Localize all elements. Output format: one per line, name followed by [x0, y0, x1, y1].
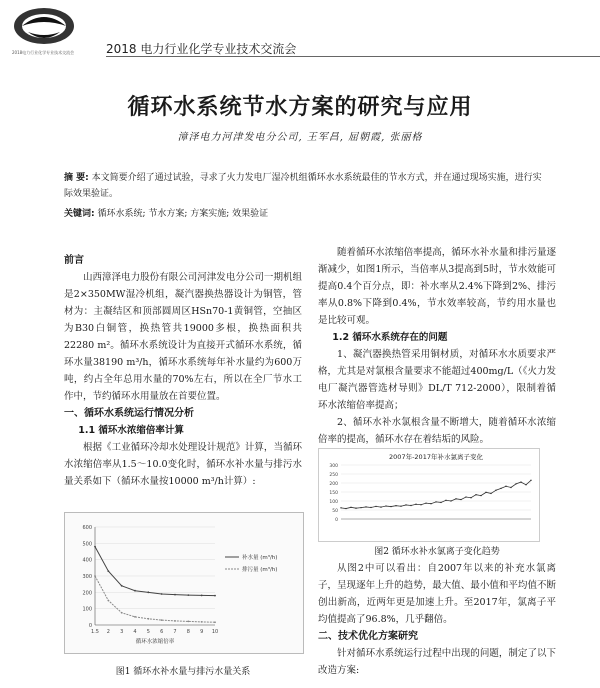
data-point — [390, 506, 391, 507]
data-point — [161, 593, 163, 595]
x-axis-label: 循环水浓缩倍率 — [135, 639, 175, 645]
y-tick-label: 50 — [332, 509, 338, 514]
left-column — [64, 252, 302, 490]
heading-section-1: 一、循环水系统运行情况分析 — [64, 408, 194, 419]
figure-1-caption: 图1 循环水补水量与排污水量关系 — [115, 667, 251, 677]
paragraph: 针对循环水系统运行过程中出现的问题，制定了以下改造方案: — [318, 648, 556, 676]
series-line — [95, 576, 215, 622]
data-point — [355, 508, 356, 509]
data-point — [174, 620, 176, 622]
data-point — [450, 500, 451, 501]
header-rule — [106, 56, 600, 57]
data-point — [480, 495, 481, 496]
logo-caption: 2018电力行业化学专业技术交流会 — [12, 50, 75, 55]
legend-label: 排污量 (m³/h) — [242, 567, 278, 573]
data-point — [375, 506, 376, 507]
series-line — [341, 480, 531, 508]
data-point — [94, 575, 96, 577]
paragraph: 随着循环水浓缩倍率提高，循环水补水量和排污量逐渐减少，如图1所示，当倍率从3提高到5时，节水效能可提高0.4个百分点，即：补水率从2.4%下降到2%、排污率从0.8%下降到0.4%，节水效率较高，节约用水量也是比较可观。 — [318, 247, 556, 326]
data-point — [445, 500, 446, 501]
data-point — [465, 496, 466, 497]
y-tick-label: 100 — [82, 606, 92, 613]
data-point — [385, 505, 386, 506]
paragraph: 山西漳泽电力股份有限公司河津发电分公司一期机组是2×350MW湿冷机组，凝汽器换热器设计为铜管，管材为：主凝结区和顶部圆周区HSn70-1黄铜管，空抽区为B30白铜管，换热管共19000多根，换热面积共22280 m²。循环水系统设计为直接开式循环水系统，循环水量38190 m³/h，循环水系统每年补水量约为600万吨，约占全年总用水量的70%左右，所以在全厂节水工作中，节约循环水用量放在首要位置。 — [64, 272, 302, 402]
y-tick-label: 100 — [329, 500, 338, 505]
keywords-text: 循环水系统; 节水方案; 方案实施; 效果验证 — [97, 209, 269, 219]
data-point — [440, 502, 441, 503]
data-point — [360, 507, 361, 508]
data-point — [147, 618, 149, 620]
x-tick-label: 10 — [211, 629, 219, 635]
paper-title: 循环水系统节水方案的研究与应用 — [127, 95, 473, 120]
data-point — [121, 612, 123, 614]
page-header — [8, 4, 592, 56]
x-tick-label: 7 — [173, 629, 177, 635]
y-tick-label: 600 — [82, 525, 92, 531]
data-point — [134, 590, 136, 592]
data-point — [174, 594, 176, 596]
chart-title: 2007年-2017年补水氯离子变化 — [389, 453, 483, 461]
chart-chloride-trend — [319, 449, 539, 541]
y-tick-label: 200 — [82, 590, 92, 597]
heading-section-2: 二、技术优化方案研究 — [318, 631, 418, 642]
data-point — [525, 484, 526, 485]
legend-label: 补水量 (m³/h) — [242, 555, 278, 561]
figure-2 — [318, 448, 540, 542]
data-point — [530, 480, 531, 481]
data-point — [515, 483, 516, 484]
data-point — [520, 481, 521, 482]
data-point — [365, 506, 366, 507]
data-point — [94, 546, 96, 548]
x-tick-label: 1.5 — [91, 629, 99, 635]
x-tick-label: 3 — [120, 629, 124, 635]
data-point — [495, 490, 496, 491]
data-point — [475, 494, 476, 495]
abstract-label: 摘 要: — [64, 173, 89, 183]
conference-logo — [8, 4, 80, 52]
paragraph: 根据《工业循环冷却水处理设计规范》计算，当循环水浓缩倍率从1.5～10.0变化时，循环水补水量与排污水量关系如下（循环水量按10000 m³/h计算）: — [64, 442, 302, 487]
data-point — [400, 506, 401, 507]
y-tick-label: 150 — [329, 491, 338, 496]
data-point — [107, 570, 109, 572]
data-point — [201, 595, 203, 597]
data-point — [121, 585, 123, 587]
x-tick-label: 4 — [133, 629, 137, 635]
data-point — [490, 493, 491, 494]
data-point — [505, 486, 506, 487]
x-tick-label: 9 — [200, 629, 204, 635]
x-tick-label: 6 — [160, 629, 164, 635]
data-point — [510, 487, 511, 488]
paragraph: 2、循环水补水氯根含量不断增大，随着循环水浓缩倍率的提高，循环水存在着结垢的风险。 — [318, 417, 556, 445]
data-point — [187, 594, 189, 596]
data-point — [380, 506, 381, 507]
data-point — [107, 600, 109, 602]
x-tick-label: 2 — [106, 629, 110, 635]
data-point — [214, 595, 216, 597]
data-point — [500, 488, 501, 489]
data-point — [405, 504, 406, 505]
data-point — [395, 505, 396, 506]
data-point — [134, 616, 136, 618]
series-line — [95, 547, 215, 596]
keywords-label: 关键词: — [64, 209, 95, 219]
abstract-text: 本文简要介绍了通过试验，寻求了火力发电厂湿冷机组循环水水系统最佳的节水方式，并在通过现场实施，进行实际效果验证。 — [64, 173, 542, 199]
data-point — [345, 508, 346, 509]
data-point — [485, 492, 486, 493]
heading-1-1: 1.1 循环水浓缩倍率计算 — [78, 425, 184, 436]
data-point — [455, 498, 456, 499]
figure-2-caption: 图2 循环水补水氯离子变化趋势 — [374, 547, 500, 557]
data-point — [214, 621, 216, 623]
abstract — [64, 170, 550, 202]
paragraph: 从图2中可以看出：自2007年以来的补充水氯离子，呈现逐年上升的趋势，最大值、最小值和平均值不断创出新高，近两年更是加速上升。至2017年，氯离子平均值提高了96.8%，几乎翻倍。 — [318, 563, 556, 625]
data-point — [410, 505, 411, 506]
conference-name: 2018 电力行业化学专业技术交流会 — [106, 42, 297, 56]
data-point — [340, 507, 341, 508]
y-tick-label: 250 — [329, 473, 338, 478]
data-point — [470, 497, 471, 498]
data-point — [370, 507, 371, 508]
y-tick-label: 0 — [335, 518, 338, 523]
y-tick-label: 400 — [82, 557, 92, 564]
data-point — [460, 499, 461, 500]
x-tick-label: 5 — [146, 629, 150, 635]
right-column-lower — [318, 560, 556, 679]
data-point — [435, 501, 436, 502]
x-tick-label: 8 — [186, 629, 190, 635]
data-point — [430, 503, 431, 504]
data-point — [187, 621, 189, 623]
figure-1 — [64, 512, 304, 654]
data-point — [201, 621, 203, 623]
data-point — [147, 591, 149, 593]
paper-authors: 漳泽电力河津发电分公司, 王军昌, 屈朝霞, 张丽格 — [177, 132, 423, 143]
y-tick-label: 500 — [82, 541, 92, 548]
y-tick-label: 200 — [329, 482, 338, 487]
heading-preface: 前言 — [64, 255, 84, 266]
paragraph: 1、凝汽器换热管采用铜材质，对循环水水质要求严格，尤其是对氯根含量要求不能超过400mg/L（《火力发电厂凝汽器管选材导则》DL/T 712-2000），限制着循环水浓缩倍率提高； — [318, 349, 556, 411]
y-tick-label: 0 — [88, 623, 92, 629]
keywords — [64, 206, 550, 219]
chart-makeup-discharge — [65, 513, 303, 653]
heading-1-2: 1.2 循环水系统存在的问题 — [332, 332, 448, 343]
y-tick-label: 300 — [329, 464, 338, 469]
data-point — [161, 619, 163, 621]
data-point — [420, 504, 421, 505]
data-point — [350, 507, 351, 508]
right-column — [318, 244, 556, 448]
data-point — [415, 504, 416, 505]
data-point — [425, 502, 426, 503]
y-tick-label: 300 — [82, 574, 92, 580]
